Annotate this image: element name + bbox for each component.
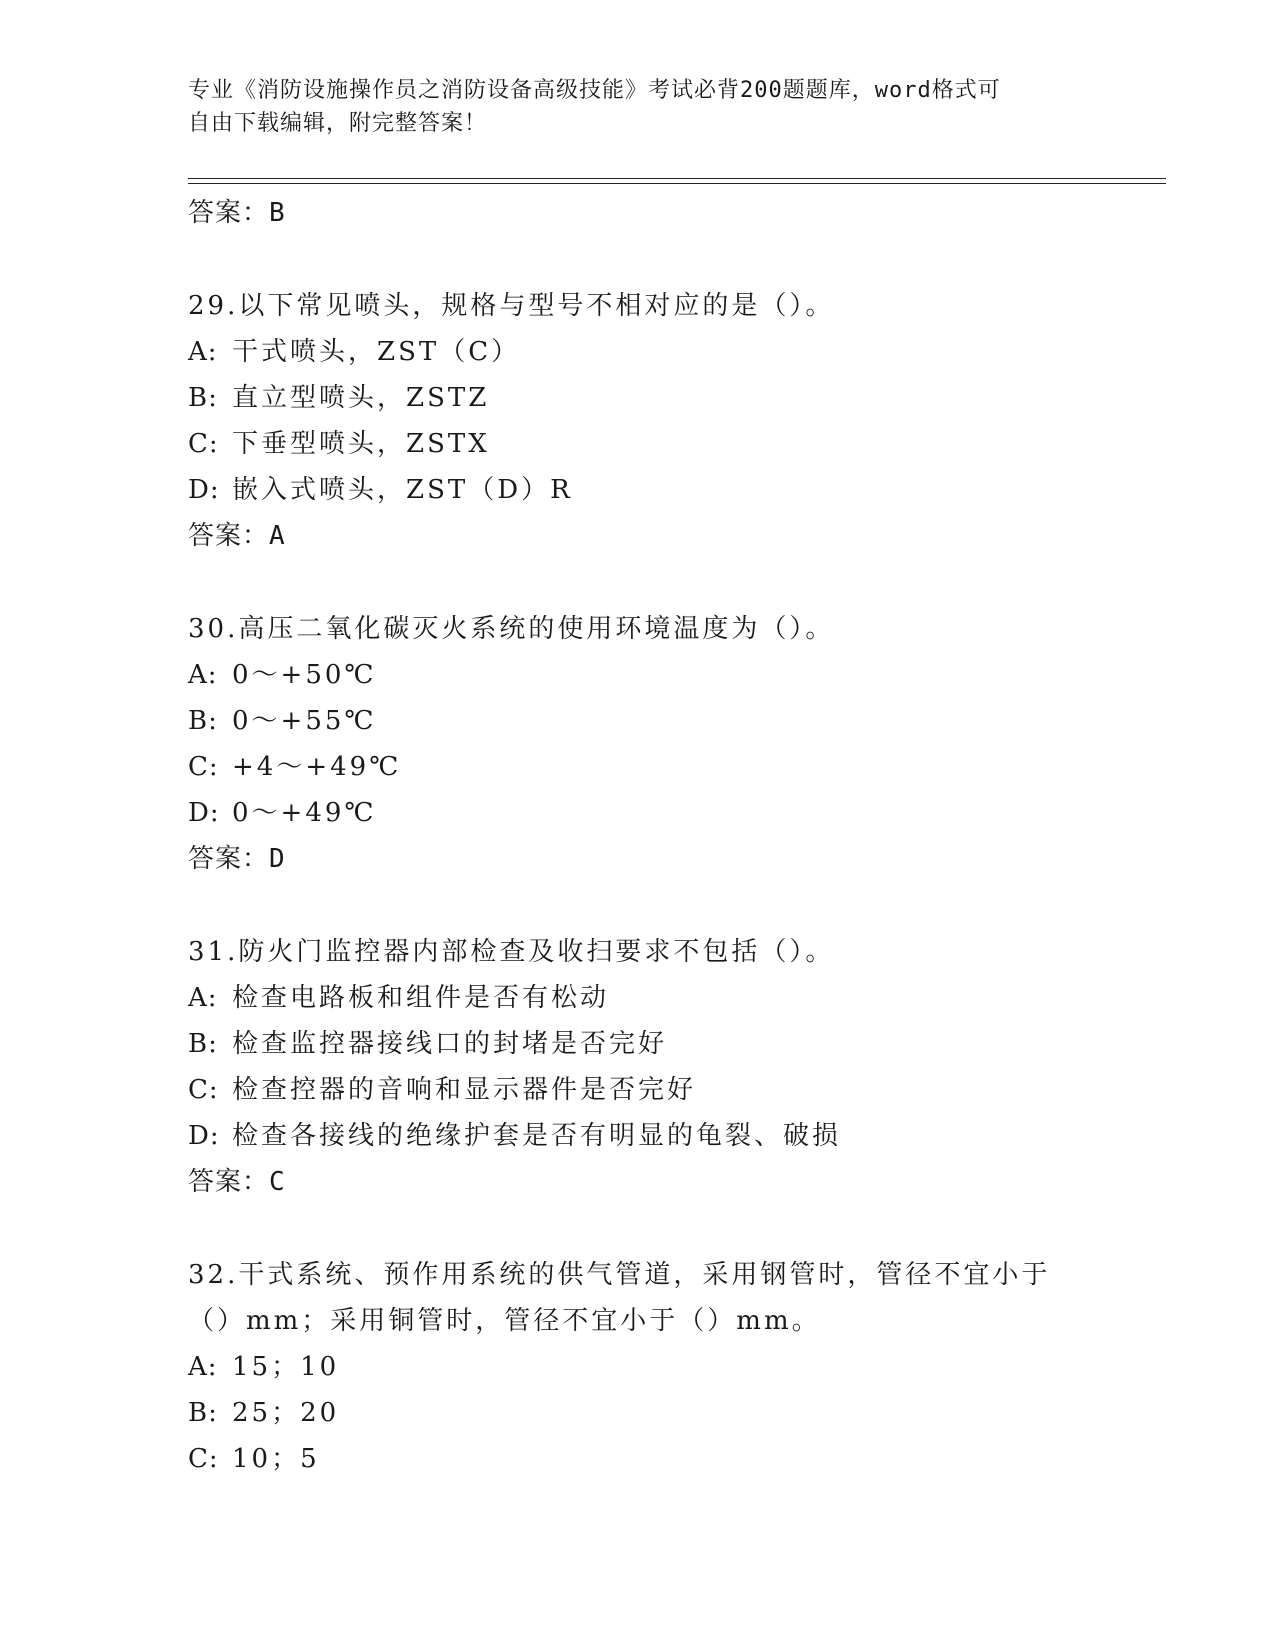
option-label: D: <box>188 1121 220 1151</box>
question-31 <box>188 929 1088 1205</box>
option-text: 检查电路板和组件是否有松动 <box>232 983 610 1013</box>
question-text: 32.干式系统、预作用系统的供气管道，采用钢管时，管径不宜小于（）mm；采用铜管时，管径不宜小于（）mm。 <box>188 1260 1051 1336</box>
option-c <box>188 421 1088 467</box>
option-label: A: <box>188 1352 218 1382</box>
header-divider-top <box>188 178 1166 179</box>
option-text: 直立型喷头，ZSTZ <box>232 383 490 413</box>
option-label: C: <box>188 752 219 782</box>
option-a <box>188 1344 1088 1390</box>
option-label: D: <box>188 475 220 505</box>
option-b <box>188 375 1088 421</box>
option-c <box>188 744 1088 790</box>
answer-line: 答案：B <box>188 198 286 228</box>
option-text: 干式喷头，ZST（C） <box>232 337 521 367</box>
option-d <box>188 1113 1088 1159</box>
option-label: B: <box>188 706 218 736</box>
option-a <box>188 329 1088 375</box>
option-text: 0～+49℃ <box>232 798 377 828</box>
option-label: A: <box>188 983 218 1013</box>
question-list <box>188 190 1088 1482</box>
question-29 <box>188 283 1088 559</box>
option-b <box>188 698 1088 744</box>
option-text: +4～+49℃ <box>232 752 402 782</box>
option-text: 0～+50℃ <box>232 660 377 690</box>
option-label: D: <box>188 798 220 828</box>
option-c <box>188 1436 1088 1482</box>
option-text: 25；20 <box>232 1398 340 1428</box>
option-label: B: <box>188 1398 218 1428</box>
header-divider-bottom <box>188 183 1166 184</box>
answer-line: 答案：A <box>188 521 286 551</box>
question-text: 29.以下常见喷头，规格与型号不相对应的是（）。 <box>188 291 835 321</box>
option-d <box>188 467 1088 513</box>
option-c <box>188 1067 1088 1113</box>
question-text: 30.高压二氧化碳灭火系统的使用环境温度为（）。 <box>188 614 835 644</box>
option-text: 下垂型喷头，ZSTX <box>232 429 490 459</box>
answer-line: 答案：D <box>188 844 286 874</box>
option-a <box>188 652 1088 698</box>
answer-line: 答案：C <box>188 1167 286 1197</box>
option-label: C: <box>188 1444 219 1474</box>
option-b <box>188 1390 1088 1436</box>
option-label: B: <box>188 1029 218 1059</box>
option-text: 15；10 <box>232 1352 340 1382</box>
option-label: C: <box>188 429 219 459</box>
option-label: C: <box>188 1075 219 1105</box>
document-header <box>188 74 1068 140</box>
option-d <box>188 790 1088 836</box>
option-label: B: <box>188 383 218 413</box>
header-line-2: 自由下载编辑，附完整答案！ <box>188 111 488 136</box>
question-text: 31.防火门监控器内部检查及收扫要求不包括（）。 <box>188 937 835 967</box>
option-text: 检查控器的音响和显示器件是否完好 <box>232 1075 697 1105</box>
option-text: 检查各接线的绝缘护套是否有明显的龟裂、破损 <box>232 1121 842 1151</box>
question-30 <box>188 606 1088 882</box>
header-line-1: 专业《消防设施操作员之消防设备高级技能》考试必背200题题库，word格式可 <box>188 78 1001 103</box>
option-text: 0～+55℃ <box>232 706 377 736</box>
question-32 <box>188 1252 1088 1482</box>
option-text: 嵌入式喷头，ZST（D）R <box>232 475 573 505</box>
option-text: 检查监控器接线口的封堵是否完好 <box>232 1029 668 1059</box>
option-a <box>188 975 1088 1021</box>
option-text: 10；5 <box>232 1444 320 1474</box>
option-label: A: <box>188 660 218 690</box>
option-label: A: <box>188 337 218 367</box>
option-b <box>188 1021 1088 1067</box>
